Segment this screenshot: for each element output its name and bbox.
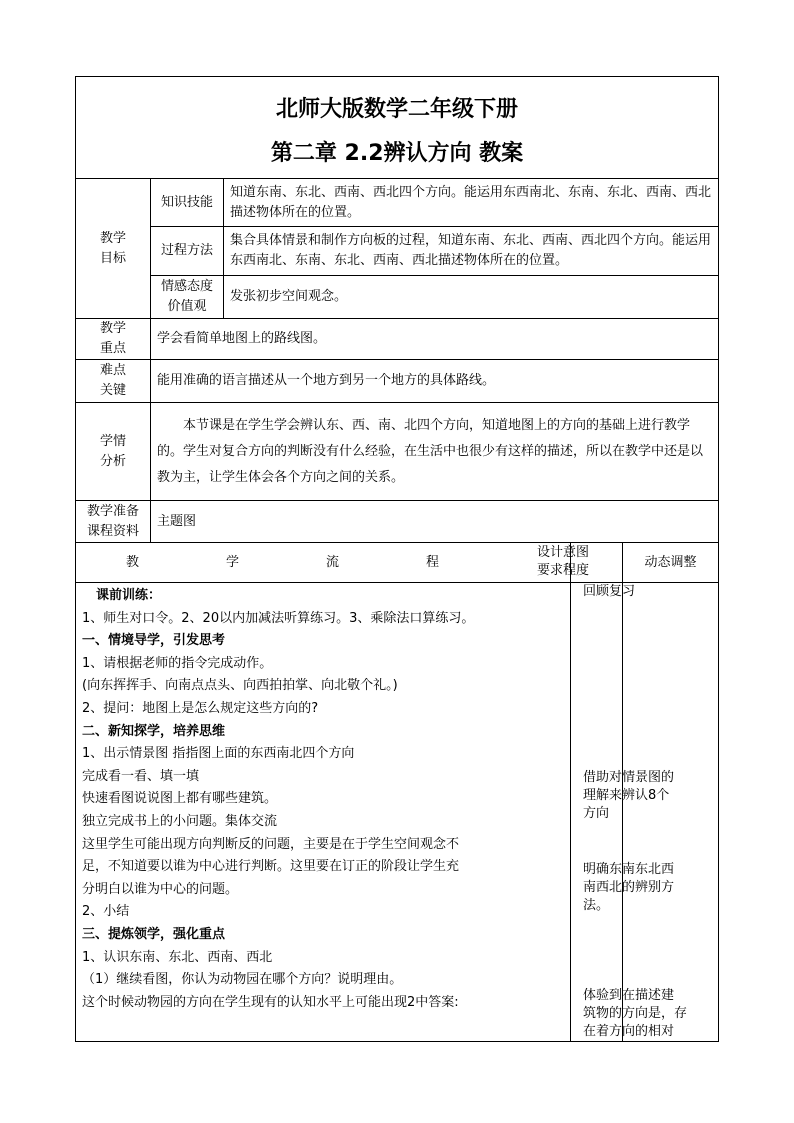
flow-line: 一、情境导学，引发思考 bbox=[82, 633, 226, 649]
objective-text-knowledge: 知道东南、东北、西南、西北四个方向。能运用东西南北、东南、东北、西南、西北描述物体所在的位置。 bbox=[224, 179, 719, 227]
key-point-text: 学会看简单地图上的路线图。 bbox=[151, 319, 719, 360]
flow-body bbox=[76, 583, 571, 1042]
flow-line: 1、出示情景图 指指图上面的东西南北四个方向 bbox=[82, 746, 355, 762]
flow-line: 1、师生对口令。2、20以内加减法听算练习。3、乘除法口算练习。 bbox=[82, 610, 475, 626]
objective-text-attitude: 发张初步空间观念。 bbox=[224, 276, 719, 319]
design-note bbox=[583, 583, 703, 601]
key-point-label: 教学 重点 bbox=[76, 319, 151, 360]
lesson-plan-page bbox=[75, 76, 718, 1042]
design-note-line: 法。 bbox=[583, 898, 610, 913]
flow-line: （1）继续看图，你认为动物园在哪个方向？说明理由。 bbox=[82, 972, 403, 988]
flow-line: 二、新知探学，培养思维 bbox=[82, 723, 226, 739]
flow-line: 这里学生可能出现方向判断反的问题，主要是在于学生空间观念不 bbox=[82, 836, 460, 852]
objective-label-attitude: 情感态度 价值观 bbox=[151, 276, 224, 319]
adjust-header: 动态调整 bbox=[623, 543, 719, 583]
flow-line: 快速看图说说图上都有哪些建筑。 bbox=[82, 791, 278, 807]
flow-header: 教 学 流 程 bbox=[76, 543, 571, 583]
lesson-plan-table bbox=[75, 76, 719, 1042]
difficulty-label: 难点 关键 bbox=[76, 360, 151, 403]
design-note-line: 体验到在描述建 bbox=[583, 988, 675, 1003]
design-note-line: 在着方向的相对 bbox=[583, 1024, 675, 1039]
objective-label-knowledge: 知识技能 bbox=[151, 179, 224, 227]
difficulty-text: 能用准确的语言描述从一个地方到另一个地方的具体路线。 bbox=[151, 360, 719, 403]
analysis-label: 学情 分析 bbox=[76, 403, 151, 501]
flow-line: 足，不知道要以谁为中心进行判断。这里要在订正的阶段让学生充 bbox=[82, 859, 460, 875]
flow-line: 课前训练： bbox=[96, 588, 162, 603]
flow-line: 这个时候动物园的方向在学生现有的认知水平上可能出现2中答案: bbox=[82, 994, 459, 1010]
design-note-line: 借助对情景图的 bbox=[583, 770, 675, 785]
design-intent-header-text: 设计意图 要求程度 bbox=[536, 545, 589, 578]
flow-line: 2、小结 bbox=[82, 904, 130, 920]
objectives-label: 教学 目标 bbox=[76, 179, 151, 319]
design-note bbox=[583, 861, 703, 915]
prep-text: 主题图 bbox=[151, 501, 719, 543]
document-subtitle: 第二章 2.2辨认方向 教案 bbox=[270, 140, 524, 166]
design-note bbox=[583, 987, 703, 1041]
flow-line: 1、请根据老师的指令完成动作。 bbox=[82, 655, 273, 671]
document-title: 北师大版数学二年级下册 bbox=[276, 96, 519, 122]
design-note-line: 筑物的方向是，存 bbox=[583, 1006, 688, 1021]
objective-label-process: 过程方法 bbox=[151, 227, 224, 276]
flow-lines bbox=[82, 585, 564, 1014]
flow-line: (向东挥挥手、向南点点头、向西拍拍掌、向北敬个礼。) bbox=[82, 678, 398, 694]
design-note-line: 理解来辨认8个 bbox=[583, 788, 670, 803]
flow-line: 1、认识东南、东北、西南、西北 bbox=[82, 949, 273, 965]
title-cell bbox=[76, 77, 719, 179]
design-note bbox=[583, 769, 703, 823]
objective-text-process: 集合具体情景和制作方向板的过程，知道东南、东北、西南、西北四个方向。能运用东西南北、东南、东北、西南、西北描述物体所在的位置。 bbox=[224, 227, 719, 276]
prep-label: 教学准备 课程资料 bbox=[76, 501, 151, 543]
design-notes bbox=[577, 583, 688, 1039]
flow-line: 独立完成书上的小问题。集体交流 bbox=[82, 813, 278, 829]
design-note-line: 南西北的辨别方 bbox=[583, 880, 675, 895]
design-note-line: 回顾复习 bbox=[583, 584, 636, 599]
flow-line: 完成看一看、填一填 bbox=[82, 768, 200, 784]
flow-line: 2、提问：地图上是怎么规定这些方向的? bbox=[82, 700, 319, 716]
flow-line: 三、提炼领学，强化重点 bbox=[82, 926, 226, 942]
design-note-line: 明确东南东北西 bbox=[583, 862, 675, 877]
flow-line: 分明白以谁为中心的问题。 bbox=[82, 881, 239, 897]
design-intent-column bbox=[571, 583, 688, 1042]
design-note-line: 方向 bbox=[583, 806, 610, 821]
analysis-text: 本节课是在学生学会辨认东、西、南、北四个方向，知道地图上的方向的基础上进行教学的。学生对复合方向的判断没有什么经验，在生活中也很少有这样的描述，所以在教学中还是以教为主，让学生体会各个方向之间的关系。 bbox=[151, 403, 719, 501]
